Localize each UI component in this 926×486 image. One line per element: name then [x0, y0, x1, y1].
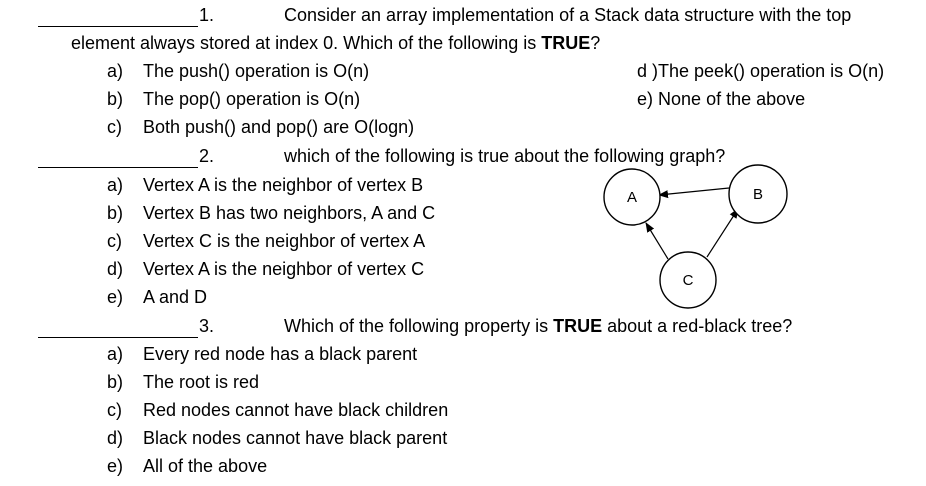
- option-letter: d): [107, 428, 124, 448]
- edge-b-to-a: [659, 188, 729, 195]
- option-letter: b): [107, 89, 124, 109]
- graph-node-b-label: B: [752, 186, 764, 203]
- option-letter: a): [107, 61, 124, 81]
- question-1-prompt-line2: element always stored at index 0. Which of the following is TRUE?: [71, 33, 601, 53]
- option-q3-c: Red nodes cannot have black children: [143, 400, 449, 420]
- option-letter: c): [107, 117, 122, 137]
- option-q2-b: Vertex B has two neighbors, A and C: [143, 203, 436, 223]
- question-number-1: 1.: [199, 5, 215, 25]
- question-number-3: 3.: [199, 316, 215, 336]
- option-q1-a: The push() operation is O(n): [143, 61, 370, 81]
- option-q1-c: Both push() and pop() are O(logn): [143, 117, 415, 137]
- option-letter: c): [107, 400, 122, 420]
- option-letter: e): [107, 287, 124, 307]
- option-letter: b): [107, 372, 124, 392]
- option-letter: a): [107, 175, 124, 195]
- option-letter: b): [107, 203, 124, 223]
- emphasis-true: TRUE: [553, 316, 603, 336]
- question-1-prompt-line1: Consider an array implementation of a Stack data structure with the top: [284, 5, 852, 25]
- question-number-2: 2.: [199, 146, 215, 166]
- emphasis-true: TRUE: [541, 33, 591, 53]
- option-q3-d: Black nodes cannot have black parent: [143, 428, 448, 448]
- option-q1-b: The pop() operation is O(n): [143, 89, 361, 109]
- option-letter: e): [107, 456, 124, 476]
- option-q2-e: A and D: [143, 287, 208, 307]
- answer-blank-q3[interactable]: [38, 337, 198, 338]
- option-q2-c: Vertex C is the neighbor of vertex A: [143, 231, 426, 251]
- option-q3-e: All of the above: [143, 456, 268, 476]
- question-3-prompt: Which of the following property is TRUE about a red-black tree?: [284, 316, 793, 336]
- edge-c-to-a: [646, 223, 668, 259]
- graph-node-c-label: C: [682, 272, 694, 289]
- edge-c-to-b: [707, 209, 738, 257]
- option-q3-a: Every red node has a black parent: [143, 344, 418, 364]
- option-q3-b: The root is red: [143, 372, 260, 392]
- option-letter: d): [107, 259, 124, 279]
- question-2-prompt: which of the following is true about the following graph?: [284, 146, 726, 166]
- option-q1-e: e) None of the above: [637, 89, 806, 109]
- option-q2-d: Vertex A is the neighbor of vertex C: [143, 259, 425, 279]
- option-letter: c): [107, 231, 122, 251]
- graph-node-a-label: A: [626, 189, 638, 206]
- option-q1-d: d )The peek() operation is O(n): [637, 61, 885, 81]
- option-q2-a: Vertex A is the neighbor of vertex B: [143, 175, 424, 195]
- option-letter: a): [107, 344, 124, 364]
